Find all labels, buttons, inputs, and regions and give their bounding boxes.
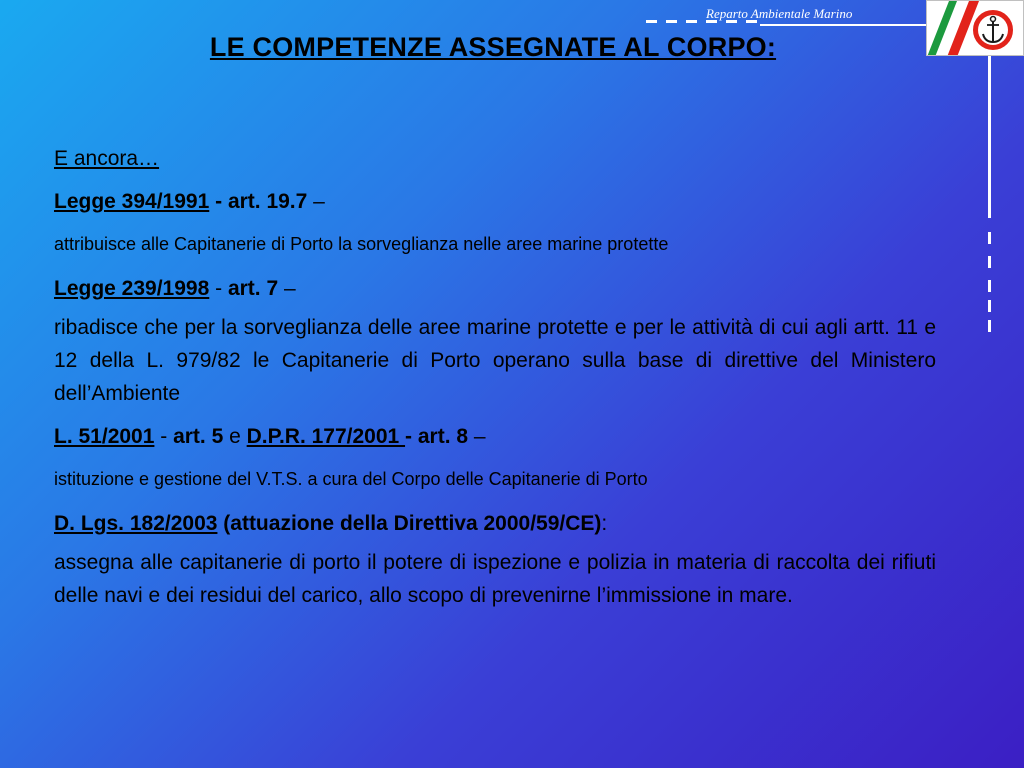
law-separator: -: [209, 190, 228, 213]
side-dash: [988, 320, 991, 332]
law-dash: –: [307, 190, 325, 213]
law-dash: –: [468, 425, 486, 448]
law-heading: [54, 185, 936, 218]
law-colon: :: [601, 512, 608, 535]
header-rule: [760, 24, 926, 26]
department-label: Reparto Ambientale Marino: [706, 6, 853, 21]
law-article-secondary: - art. 8: [405, 425, 469, 448]
law-note: (attuazione della Direttiva 2000/59/CE): [217, 512, 602, 535]
law-reference: D. Lgs. 182/2003: [54, 512, 218, 535]
law-reference: L. 51/2001: [54, 425, 155, 448]
law-reference: Legge 394/1991: [54, 190, 210, 213]
law-heading: [54, 272, 936, 305]
law-heading: [54, 507, 936, 540]
law-reference: Legge 239/1998: [54, 277, 210, 300]
law-separator: -: [154, 425, 174, 448]
side-dash: [988, 256, 991, 268]
side-dash: [988, 300, 991, 312]
law-article: art. 19.7: [227, 190, 308, 213]
page-title: LE COMPETENZE ASSEGNATE AL CORPO:: [209, 32, 777, 62]
side-dash: [988, 232, 991, 244]
law-description: istituzione e gestione del V.T.S. a cura del Corpo delle Capitanerie di Porto: [54, 469, 648, 489]
law-dash: –: [278, 277, 296, 300]
slide-content: [54, 142, 936, 612]
intro-text: E ancora…: [54, 147, 160, 170]
law-description: ribadisce che per la sorveglianza delle aree marine protette e per le attività di cui agli artt. 11 e 12 della L. 979/82 le Capitanerie di Porto operano sulla base di direttive del Ministero dell’Ambiente: [54, 316, 936, 405]
law-conjunction: e: [223, 425, 247, 448]
law-article: art. 5: [173, 425, 224, 448]
law-reference-secondary: D.P.R. 177/2001: [246, 425, 406, 448]
law-article: art. 7: [227, 277, 279, 300]
law-description: assegna alle capitanerie di porto il potere di ispezione e polizia in materia di raccolta dei rifiuti delle navi e dei residui del carico, allo scopo di prevenirne l’immissione in mare.: [54, 551, 936, 607]
side-rule: [988, 56, 991, 218]
law-heading: [54, 420, 936, 453]
law-description: attribuisce alle Capitanerie di Porto la sorveglianza nelle aree marine protette: [54, 234, 669, 254]
side-dash: [988, 280, 991, 292]
law-separator: -: [209, 277, 228, 300]
